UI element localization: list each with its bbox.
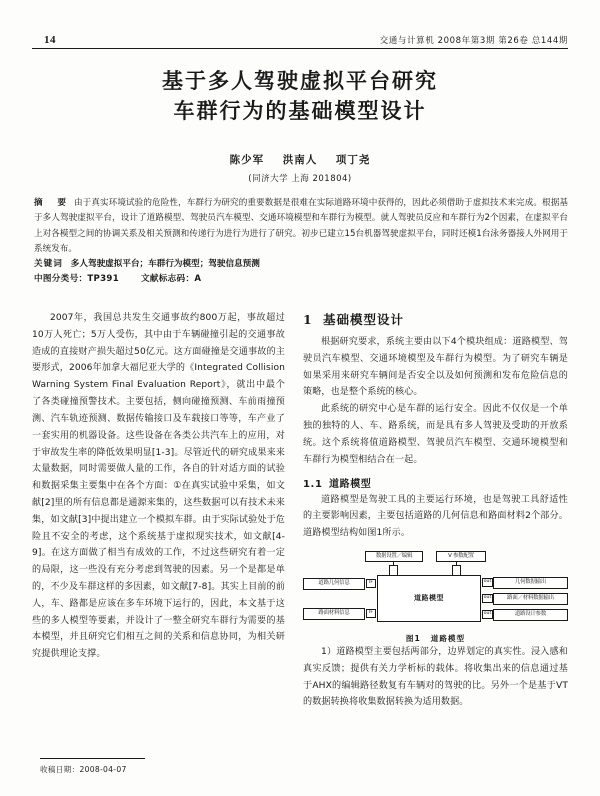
body-columns <box>32 310 568 750</box>
diagram-port-in-1: IF <box>366 579 376 588</box>
abstract-label: 摘 要 <box>34 198 70 208</box>
section-heading <box>303 310 568 328</box>
subsection-heading <box>303 475 568 490</box>
abstract-block <box>34 196 568 288</box>
right-paragraph-2: 此系统的研究中心是车群的运行安全。因此不仅仅是一个单独的独特的人、车、路系统，而是具有多人驾驶及受助的开放系统。这个系统将值道路模型、驾驶员汽车模型、交通环境模型和车群行为模型相结合在一起。 <box>303 404 568 465</box>
author-list <box>60 152 540 167</box>
diagram-box-data-setting: 数据设置／编辑 <box>365 551 423 562</box>
section-title: 基础模型设计 <box>323 312 405 327</box>
doc-code-value: A <box>194 274 202 285</box>
left-column <box>32 310 285 750</box>
footnote-rule <box>40 758 145 759</box>
keywords-label: 关键词 <box>34 259 63 270</box>
diagram-box-geometry-input: 道路几何信息 <box>303 578 365 590</box>
title-line-1: 基于多人驾驶虚拟平台研究 <box>162 68 438 93</box>
right-paragraph-4: 1）道路模型主要包括两部分，边界划定的真实性。浸入感和真实反馈；提供有关力学析标的载体。将收集出来的信息通过基于AHX的编辑路径数复有车辆对的驾驶的比。另外一个是基于VT的数据转换将收集数据转换为适用数据。 <box>303 646 568 708</box>
author-3: 项丁尧 <box>335 154 371 166</box>
right-paragraph-1: 根据研究要求，系统主要由以下4个模块组成：道路模型、驾驶员汽车模型、交通环境模型及车群行为模型。为了研究车辆是如果采用来研究车辆间是否安全以及如何预测和发布危险信息的策略，也是整个系统的核心。 <box>303 337 568 398</box>
section-number: 1 <box>303 312 313 327</box>
author-1: 陈少军 <box>229 154 265 166</box>
clc-label: 中图分类号： <box>34 274 88 285</box>
right-paragraph-3: 道路模型是驾驶工具的主要运行环境，也是驾驶工具舒适性的主要影响因素，主要包括道路的几何信息和路面材料2个部分。道路模型结构如图1所示。 <box>303 494 568 539</box>
figure-title: 道路模型 <box>430 633 466 643</box>
page-title <box>60 66 540 127</box>
journal-info: 交通与计算机 2008年第3期 第26卷 总144期 <box>379 36 568 46</box>
page-number: 14 <box>44 34 56 46</box>
running-head <box>32 26 568 46</box>
keywords-value: 多人驾驶虚拟平台；车群行为模型；驾驶信息预测 <box>70 259 260 270</box>
diagram-box-design-params: 道路设计参数 <box>493 609 568 621</box>
figure-number: 图1 <box>405 633 421 643</box>
classification-row <box>34 272 568 287</box>
subsection-title: 道路模型 <box>329 478 372 490</box>
road-model-diagram <box>303 551 568 629</box>
diagram-box-material-output: 路面／材料数据输出 <box>493 593 568 605</box>
left-paragraph-1: 2007年，我国总共发生交通事故约800万起，事故超过10万人死亡；5万人受伤，其中由于车辆碰撞引起的交通事故造成的直接财产损失超过50亿元。这方面碰撞是交通事故的主要形式，2006年加拿大福尼亚大学的《Integrated Collision Warning System Final Evaluation Report》，就出中最个了各类碰撞预警技术。主要包括，侧向碰撞预测、车前雨撞预测、汽车轨迹预测、数据传输接口及车载接口等等，车产业了一套实用的机器设备。这些设备在各类公共汽车上的应用，对于审故发生率的降低效果明显[1-3]。尽管近代的研究成果来来太量数据，同时需要做人量的工作，各自的针对适方面的试验和数据采集主要集中在各个方面：①在真实试验中采集，如文献[2]里的所有信息都是通源来集的，这些数据可以有技术未来集，如文献[3]中提出建立一个模拟车群。由于实际试验处于危险且不安全的考虑，这个系统基于虚拟现实技术，如文献[4-9]。在这方面做了相当有成效的工作，不过这些研究有着一定的局限，这一些没有充分考虑到驾驶的因素。另一个是都是单的，不少及车群这样的多因素，如文献[7-8]。其实上目前的前人，车、路都是应该在多车环境下运行的，因此，本文基于这些的多人模型等要素，并设计了一整全研究车群行为需要的基本模型，并且研究它们相互之间的关系和信息协同，为相关研究提供理论支撑。 <box>32 313 285 660</box>
diagram-port-out-3: out <box>482 610 493 619</box>
keywords-row <box>34 257 568 272</box>
doc-code-label: 文献标志码： <box>140 274 195 285</box>
abstract-text: 由于真实环境试验的危险性，车群行为研究的重要数据是很难在实际道路环境中获得的，因此必须借助于虚拟技术来完成。根据基于多人驾驶虚拟平台，设计了道路模型、驾驶员汽车模型、交通环境模型和车群行为模型。就人驾驶员反应和车群行为2个因素，在虚拟平台上对各模型之间的协调关系及相关预测和传递行为进行为进行了研究。初步已建立15台机器驾驶虚拟平台，同时还模1台泳务器接人外网用于系统发布。 <box>34 198 568 254</box>
received-date-note <box>40 764 127 775</box>
diagram-port-out-2: out <box>482 594 493 603</box>
clc-value: TP391 <box>87 274 119 285</box>
right-column <box>303 310 568 750</box>
diagram-box-geometry-output: 几何数据输出 <box>493 577 568 589</box>
subsection-number: 1.1 <box>303 478 323 490</box>
diagram-box-vt-config: V 参数配置 <box>436 551 486 562</box>
diagram-box-material-input: 路面材料信息 <box>303 608 365 620</box>
diagram-port-out-1: out <box>482 578 493 587</box>
affiliation: (同济大学 上海 201804) <box>248 174 352 184</box>
figure-caption <box>303 633 568 644</box>
received-date: 2008-04-07 <box>79 765 127 774</box>
header-rule <box>32 48 568 49</box>
abstract-paragraph <box>34 196 568 257</box>
title-line-2: 车群行为的基础模型设计 <box>173 98 427 124</box>
figure-1 <box>303 551 568 644</box>
diagram-port-in-2: IF <box>366 609 376 618</box>
author-2: 洪南人 <box>282 154 318 166</box>
diagram-box-road-model: 道路模型 <box>377 575 481 622</box>
received-label: 收稿日期： <box>40 765 80 774</box>
